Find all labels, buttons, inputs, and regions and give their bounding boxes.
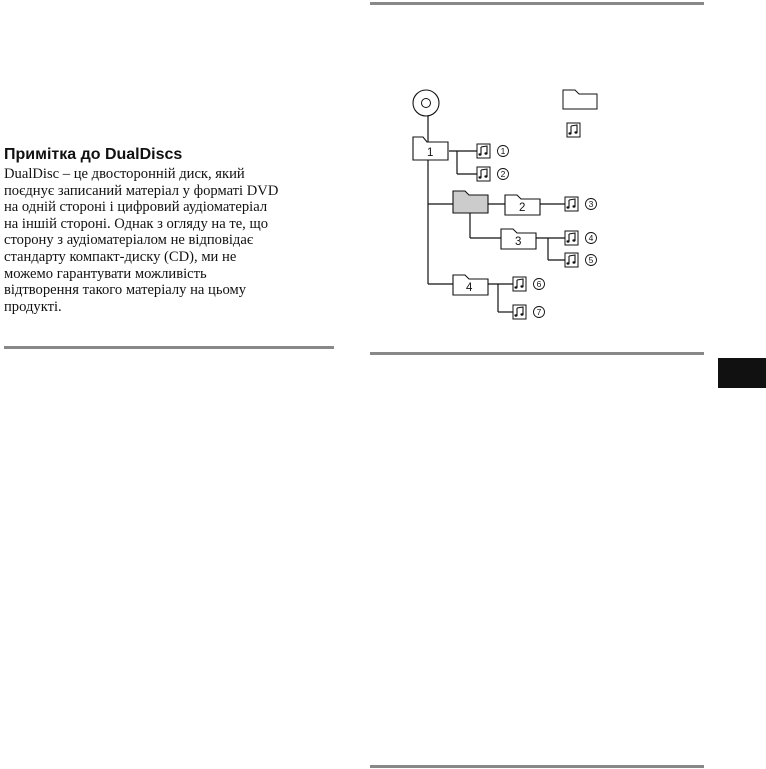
track-5: [565, 253, 597, 267]
dualdisc-note: [4, 146, 340, 315]
folder-3-label: 3: [515, 236, 522, 248]
music-note-icon: [477, 144, 490, 158]
track-7: [513, 305, 545, 319]
track-7-number: 7: [536, 307, 542, 317]
track-3-number: 3: [588, 199, 594, 209]
disc-icon: [413, 90, 439, 116]
track-5-number: 5: [588, 255, 594, 265]
music-note-icon: [513, 305, 526, 319]
folder-2-label: 2: [519, 202, 526, 214]
track-6: [513, 277, 545, 291]
folder-tree-diagram: [395, 78, 615, 328]
track-1-number: 1: [500, 146, 506, 156]
bottom-right-rule: [370, 765, 704, 768]
folder-highlighted: [453, 191, 488, 213]
music-note-icon: [477, 167, 490, 181]
folder-1-label: 1: [427, 147, 434, 159]
music-note-icon: [565, 253, 578, 267]
folder-3: [501, 229, 536, 249]
top-right-rule: [370, 2, 704, 5]
folder-2: [505, 195, 540, 215]
note-body: DualDisc – це двосторонній диск, який поєднує записаний матеріал у форматі DVD на одній стороні і цифровий аудіоматеріал на іншій стороні. Однак з огляду на те, що сторону з аудіоматеріалом не відповідає стандарту компакт-диску (CD), ми не можемо гарантувати можливість відтворення такого матеріалу на цьому продукті.: [4, 166, 279, 315]
track-2-number: 2: [500, 169, 506, 179]
track-1: [477, 144, 509, 158]
track-3: [565, 197, 597, 211]
track-6-number: 6: [536, 279, 542, 289]
mid-right-rule: [370, 352, 704, 355]
note-heading: Примітка до DualDiscs: [4, 146, 183, 163]
folder-4-label: 4: [466, 282, 473, 294]
music-note-icon: [565, 231, 578, 245]
folder-1: [413, 137, 448, 160]
track-4-number: 4: [588, 233, 594, 243]
left-bottom-rule: [4, 346, 334, 349]
legend-folder-icon: [563, 90, 597, 109]
track-2: [477, 167, 509, 181]
music-note-icon: [565, 197, 578, 211]
legend-music-note-icon: [567, 123, 580, 137]
track-4: [565, 231, 597, 245]
side-tab: [718, 358, 766, 388]
music-note-icon: [513, 277, 526, 291]
folder-4: [453, 275, 488, 295]
